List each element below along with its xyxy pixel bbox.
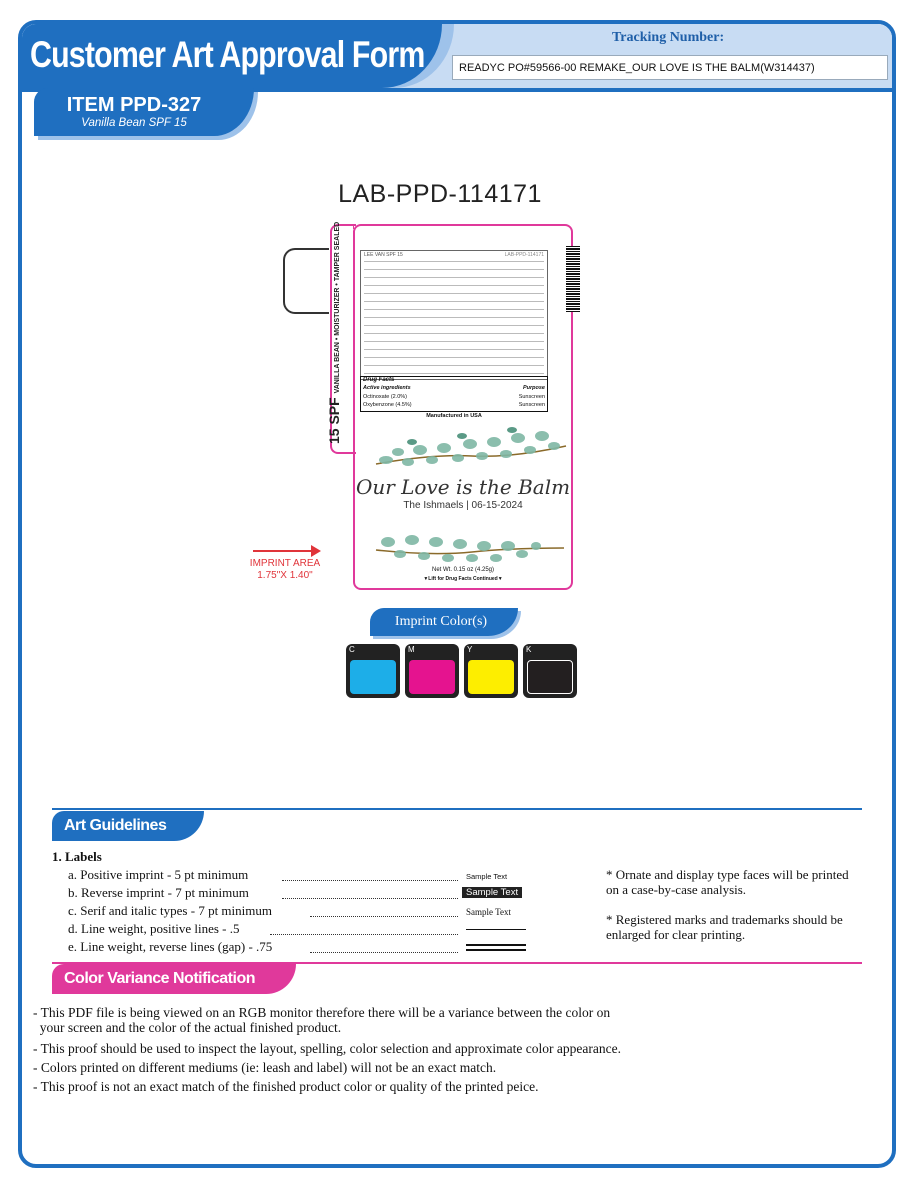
title-tab <box>22 24 442 88</box>
sample-positive: Sample Text <box>466 872 508 881</box>
drug-facts-title: Drug Facts <box>363 377 395 383</box>
swatch-cyan <box>346 644 400 698</box>
active-ingredients-label: Active ingredients <box>363 385 411 391</box>
item-code: ITEM PPD-327 <box>66 94 202 116</box>
side-flap-spf: 15 SPF <box>326 397 342 444</box>
ingredient-name: Oxybenzone (4.5%) <box>363 402 412 408</box>
lid-bracket-shape <box>283 248 329 314</box>
fine-print-line <box>364 357 544 358</box>
swatch-fill <box>468 660 514 694</box>
art-guidelines-rule <box>52 808 862 810</box>
variance-line: your screen and the color of the actual finished product. <box>33 1020 342 1035</box>
leader-dots <box>310 916 458 917</box>
guideline-item: e. Line weight, reverse lines (gap) - .75 <box>68 939 273 954</box>
fine-print-line <box>364 341 544 342</box>
imprint-colors-title: Imprint Color(s) <box>394 614 488 629</box>
side-flap-text <box>326 218 350 444</box>
swatch-letter: M <box>408 645 415 654</box>
imprint-area-size: 1.75"X 1.40" <box>257 570 313 581</box>
fine-print-line <box>364 301 544 302</box>
swatch-magenta <box>405 644 459 698</box>
imprint-area-arrow <box>253 550 313 552</box>
swatch-fill <box>527 660 573 694</box>
ingredient-purpose: Sunscreen <box>518 394 545 400</box>
leader-dots <box>282 880 458 881</box>
fine-print-block <box>360 250 548 380</box>
fine-print-line <box>364 325 544 326</box>
variance-line: - Colors printed on different mediums (ie: leash and label) will not be an exact match. <box>33 1060 497 1075</box>
fine-print-head: LEE VAN SPF 15 <box>364 252 403 258</box>
fine-print-line <box>364 333 544 334</box>
purpose-label: Purpose <box>522 385 545 391</box>
sample-positive-line <box>466 929 526 930</box>
swatch-letter: C <box>349 645 355 654</box>
variance-line: - This proof is not an exact match of the finished product color or quality of the printed peice. <box>33 1079 539 1094</box>
fine-print-lab-code: LAB-PPD-114171 <box>504 252 544 258</box>
fine-print-line <box>364 293 544 294</box>
ingredient-name: Octinoxate (2.0%) <box>363 394 408 400</box>
fine-print-line <box>364 285 544 286</box>
fine-print-line <box>364 349 544 350</box>
made-in: Manufactured in USA <box>426 413 482 419</box>
sample-serif: Sample Text <box>466 907 511 917</box>
variance-line: - This PDF file is being viewed on an RGB monitor therefore there will be a variance between the color on <box>33 1005 611 1020</box>
label-script-title: Our Love is the Balm <box>355 475 571 499</box>
form-title: Customer Art Approval Form <box>30 34 425 75</box>
imprint-colors-tab <box>370 608 518 636</box>
guideline-item: d. Line weight, positive lines - .5 <box>68 921 240 936</box>
color-variance-tab <box>52 964 296 994</box>
swatch-letter: K <box>526 645 532 654</box>
side-flap-description: VANILLA BEAN • MOISTURIZER • TAMPER SEALED <box>334 221 341 394</box>
lab-code: LAB-PPD-114171 <box>338 180 542 208</box>
item-badge <box>34 88 254 136</box>
fine-print-line <box>364 269 544 270</box>
fine-print-line <box>364 373 544 374</box>
leader-dots <box>282 898 458 899</box>
leader-dots <box>270 934 458 935</box>
leader-dots <box>310 952 458 953</box>
swatch-yellow <box>464 644 518 698</box>
color-variance-title: Color Variance Notification <box>64 970 255 987</box>
art-guidelines-tab <box>52 811 204 841</box>
fine-print-line <box>364 309 544 310</box>
swatch-fill <box>350 660 396 694</box>
lift-note: ▼Lift for Drug Facts Continued▼ <box>423 576 503 582</box>
fine-print-line <box>364 277 544 278</box>
tracking-number-field[interactable]: READYC PO#59566-00 REMAKE_OUR LOVE IS THE BALM(W314437) <box>452 55 888 80</box>
variance-line: - This proof should be used to inspect the layout, spelling, color selection and approximate color appearance. <box>33 1041 621 1056</box>
imprint-area-label: IMPRINT AREA <box>249 558 321 569</box>
fine-print-line <box>364 365 544 366</box>
swatch-letter: Y <box>467 645 473 654</box>
art-guidelines-title: Art Guidelines <box>64 817 167 834</box>
swatch-fill <box>409 660 455 694</box>
fine-print-line <box>364 261 544 262</box>
guidelines-section-heading: 1. Labels <box>52 849 102 864</box>
barcode <box>566 246 580 312</box>
eucalyptus-top-graphic <box>372 424 568 474</box>
guideline-note: * Ornate and display type faces will be printed on a case-by-case analysis. <box>606 867 849 897</box>
eucalyptus-bottom-graphic <box>372 528 568 568</box>
fine-print-line <box>364 317 544 318</box>
item-subtitle: Vanilla Bean SPF 15 <box>81 117 187 129</box>
guideline-item: c. Serif and italic types - 7 pt minimum <box>68 903 272 918</box>
tracking-label: Tracking Number: <box>612 30 725 45</box>
ingredient-purpose: Sunscreen <box>518 402 545 408</box>
imprint-area-arrow-head <box>311 545 321 557</box>
fold-line <box>353 226 354 454</box>
net-weight: Net Wt. 0.15 oz (4.25g) <box>431 567 495 573</box>
guideline-item: b. Reverse imprint - 7 pt minimum <box>68 885 249 900</box>
guideline-note: * Registered marks and trademarks should be enlarged for clear printing. <box>606 912 843 942</box>
guideline-item: a. Positive imprint - 5 pt minimum <box>68 867 249 882</box>
sample-reverse: Sample Text <box>462 887 522 898</box>
drug-facts-box <box>360 376 548 412</box>
sample-reverse-line <box>466 944 526 951</box>
header-band <box>22 24 892 92</box>
label-couple-line: The Ishmaels | 06-15-2024 <box>403 500 523 511</box>
imprint-area-note <box>240 558 330 582</box>
swatch-black <box>523 644 577 698</box>
